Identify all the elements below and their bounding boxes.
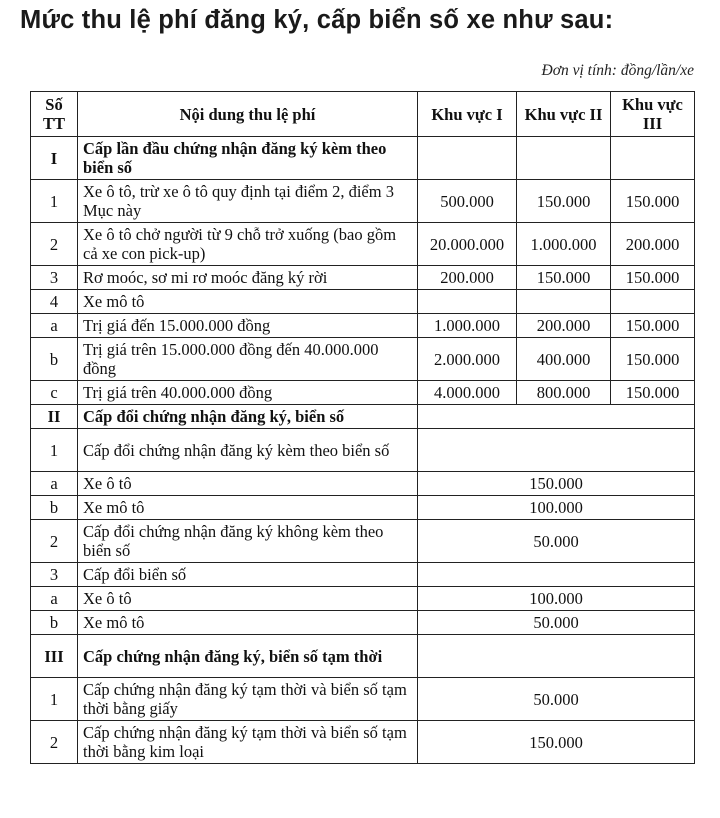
table-row [31, 223, 695, 266]
row-stt: b [31, 338, 78, 381]
row-desc: Cấp lần đầu chứng nhận đăng ký kèm theo biển số [78, 137, 418, 180]
table-row [31, 314, 695, 338]
fee-all-regions: 50.000 [418, 678, 695, 721]
fee-all-regions: 50.000 [418, 520, 695, 563]
row-desc: Trị giá trên 40.000.000 đồng [78, 381, 418, 405]
header-region-1: Khu vực I [418, 92, 517, 137]
row-stt: II [31, 405, 78, 429]
header-stt: Số TT [31, 92, 78, 137]
row-stt: 3 [31, 266, 78, 290]
table-row [31, 180, 695, 223]
fee-region-1: 1.000.000 [418, 314, 517, 338]
fee-region-3: 150.000 [611, 314, 695, 338]
fee-table [30, 91, 695, 764]
row-desc: Cấp chứng nhận đăng ký, biển số tạm thời [78, 635, 418, 678]
row-desc: Cấp đổi chứng nhận đăng ký, biển số [78, 405, 418, 429]
fee-all-regions [418, 405, 695, 429]
row-desc: Xe ô tô, trừ xe ô tô quy định tại điểm 2, điểm 3 Mục này [78, 180, 418, 223]
row-stt: c [31, 381, 78, 405]
row-desc: Xe ô tô [78, 587, 418, 611]
row-desc: Cấp đổi chứng nhận đăng ký kèm theo biển số [78, 429, 418, 472]
table-row [31, 429, 695, 472]
fee-region-2 [517, 290, 611, 314]
fee-region-3: 200.000 [611, 223, 695, 266]
page-heading: Mức thu lệ phí đăng ký, cấp biển số xe như sau: [20, 6, 614, 34]
table-row [31, 338, 695, 381]
header-region-3: Khu vực III [611, 92, 695, 137]
fee-region-1: 20.000.000 [418, 223, 517, 266]
fee-region-3 [611, 137, 695, 180]
table-header-row [31, 92, 695, 137]
fee-all-regions: 150.000 [418, 472, 695, 496]
section-row [31, 635, 695, 678]
header-content: Nội dung thu lệ phí [78, 92, 418, 137]
row-stt: 3 [31, 563, 78, 587]
row-stt: III [31, 635, 78, 678]
fee-region-3: 150.000 [611, 338, 695, 381]
row-stt: 2 [31, 520, 78, 563]
fee-region-1: 200.000 [418, 266, 517, 290]
fee-region-3: 150.000 [611, 381, 695, 405]
header-region-2: Khu vực II [517, 92, 611, 137]
row-stt: 2 [31, 223, 78, 266]
fee-all-regions: 100.000 [418, 587, 695, 611]
row-stt: 1 [31, 180, 78, 223]
row-desc: Cấp đổi chứng nhận đăng ký không kèm theo biển số [78, 520, 418, 563]
fee-region-3 [611, 290, 695, 314]
row-desc: Trị giá đến 15.000.000 đồng [78, 314, 418, 338]
fee-region-1 [418, 137, 517, 180]
fee-region-1: 500.000 [418, 180, 517, 223]
fee-region-3: 150.000 [611, 180, 695, 223]
table-row [31, 496, 695, 520]
table-row [31, 266, 695, 290]
fee-region-2: 400.000 [517, 338, 611, 381]
row-desc: Xe mô tô [78, 611, 418, 635]
row-stt: b [31, 611, 78, 635]
row-desc: Xe ô tô chở người từ 9 chỗ trở xuống (bao gồm cả xe con pick-up) [78, 223, 418, 266]
table-row [31, 611, 695, 635]
row-stt: a [31, 472, 78, 496]
fee-all-regions: 50.000 [418, 611, 695, 635]
row-desc: Xe ô tô [78, 472, 418, 496]
row-stt: I [31, 137, 78, 180]
row-stt: a [31, 587, 78, 611]
fee-region-2: 800.000 [517, 381, 611, 405]
fee-all-regions [418, 563, 695, 587]
row-stt: b [31, 496, 78, 520]
fee-all-regions [418, 635, 695, 678]
fee-all-regions: 150.000 [418, 721, 695, 764]
row-desc: Trị giá trên 15.000.000 đồng đến 40.000.000 đồng [78, 338, 418, 381]
row-desc: Xe mô tô [78, 496, 418, 520]
fee-region-2: 1.000.000 [517, 223, 611, 266]
fee-region-1: 2.000.000 [418, 338, 517, 381]
table-row [31, 520, 695, 563]
fee-region-2: 200.000 [517, 314, 611, 338]
row-desc: Cấp đổi biển số [78, 563, 418, 587]
table-row [31, 563, 695, 587]
fee-region-2: 150.000 [517, 266, 611, 290]
row-stt: 1 [31, 429, 78, 472]
table-row [31, 472, 695, 496]
fee-region-1 [418, 290, 517, 314]
fee-region-2 [517, 137, 611, 180]
fee-all-regions: 100.000 [418, 496, 695, 520]
section-row [31, 137, 695, 180]
table-row [31, 587, 695, 611]
fee-region-3: 150.000 [611, 266, 695, 290]
row-stt: a [31, 314, 78, 338]
unit-note: Đơn vị tính: đồng/lần/xe [541, 62, 694, 79]
fee-all-regions [418, 429, 695, 472]
table-row [31, 381, 695, 405]
fee-region-2: 150.000 [517, 180, 611, 223]
table-row [31, 678, 695, 721]
row-desc: Cấp chứng nhận đăng ký tạm thời và biển số tạm thời bằng giấy [78, 678, 418, 721]
row-stt: 4 [31, 290, 78, 314]
section-row [31, 405, 695, 429]
row-desc: Xe mô tô [78, 290, 418, 314]
table-row [31, 290, 695, 314]
row-desc: Rơ moóc, sơ mi rơ moóc đăng ký rời [78, 266, 418, 290]
row-desc: Cấp chứng nhận đăng ký tạm thời và biển số tạm thời bằng kim loại [78, 721, 418, 764]
table-row [31, 721, 695, 764]
fee-region-1: 4.000.000 [418, 381, 517, 405]
row-stt: 2 [31, 721, 78, 764]
row-stt: 1 [31, 678, 78, 721]
